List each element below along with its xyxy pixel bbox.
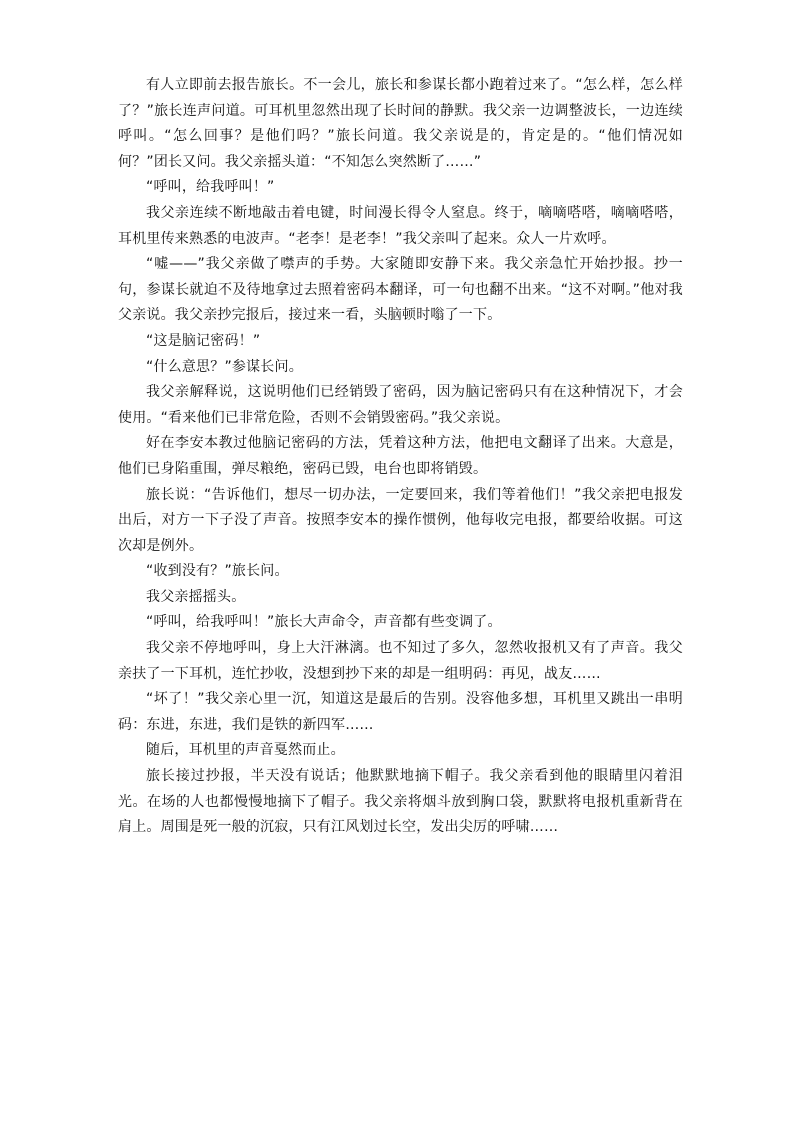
paragraph-12: “呼叫，给我呼叫！”旅长大声命令，声音都有些变调了。 bbox=[146, 614, 502, 631]
paragraph-14: “坏了！”我父亲心里一沉，知道这是最后的告别。没容他多想，耳机里又跳出一串明码：东进，东进，我们是铁的新四军…… bbox=[118, 691, 683, 733]
paragraph-4: “嘘——”我父亲做了噤声的手势。大家随即安静下来。我父亲急忙开始抄报。抄一句，参谋长就迫不及待地拿过去照着密码本翻译，可一句也翻不出来。“这不对啊。”他对我父亲说。我父亲抄完报后，接过来一看，头脑顿时嗡了一下。 bbox=[118, 256, 683, 324]
paragraph-9: 旅长说：“告诉他们，想尽一切办法，一定要回来，我们等着他们！”我父亲把电报发出后，对方一下子没了声音。按照李安本的操作惯例，他每收完电报，都要给收据。可这次却是例外。 bbox=[118, 486, 683, 554]
paragraph-15: 随后，耳机里的声音戛然而止。 bbox=[146, 742, 345, 759]
paragraph-2: “呼叫，给我呼叫！” bbox=[146, 179, 275, 196]
article-body bbox=[118, 73, 683, 841]
paragraph-1: 有人立即前去报告旅长。不一会儿，旅长和参谋长都小跑着过来了。“怎么样，怎么样了？”旅长连声问道。可耳机里忽然出现了长时间的静默。我父亲一边调整波长，一边连续呼叫。“怎么回事？是他们吗？”旅长问道。我父亲说是的，肯定是的。“他们情况如何？”团长又问。我父亲摇头道：“不知怎么突然断了……” bbox=[118, 77, 683, 170]
paragraph-5: “这是脑记密码！” bbox=[146, 332, 261, 349]
paragraph-6: “什么意思？”参谋长问。 bbox=[146, 358, 303, 375]
paragraph-11: 我父亲摇摇头。 bbox=[146, 588, 246, 605]
paragraph-16: 旅长接过抄报，半天没有说话；他默默地摘下帽子。我父亲看到他的眼睛里闪着泪光。在场的人也都慢慢地摘下了帽子。我父亲将烟斗放到胸口袋，默默将电报机重新背在肩上。周围是死一般的沉寂，只有江风划过长空，发出尖厉的呼啸…… bbox=[118, 768, 683, 836]
paragraph-3: 我父亲连续不断地敲击着电键，时间漫长得令人窒息。终于，嘀嘀嗒嗒，嘀嘀嗒嗒，耳机里传来熟悉的电波声。“老李！是老李！”我父亲叫了起来。众人一片欢呼。 bbox=[118, 204, 683, 247]
paragraph-10: “收到没有？”旅长问。 bbox=[146, 563, 289, 580]
paragraph-7: 我父亲解释说，这说明他们已经销毁了密码，因为脑记密码只有在这种情况下，才会使用。“看来他们已非常危险，否则不会销毁密码。”我父亲说。 bbox=[118, 384, 683, 426]
paragraph-8: 好在李安本教过他脑记密码的方法，凭着这种方法，他把电文翻译了出来。大意是，他们已身陷重围，弹尽粮绝，密码已毁，电台也即将销毁。 bbox=[118, 435, 683, 477]
paragraph-13: 我父亲不停地呼叫，身上大汗淋漓。也不知过了多久，忽然收报机又有了声音。我父亲扶了一下耳机，连忙抄收，没想到抄下来的却是一组明码：再见，战友…… bbox=[118, 640, 683, 682]
